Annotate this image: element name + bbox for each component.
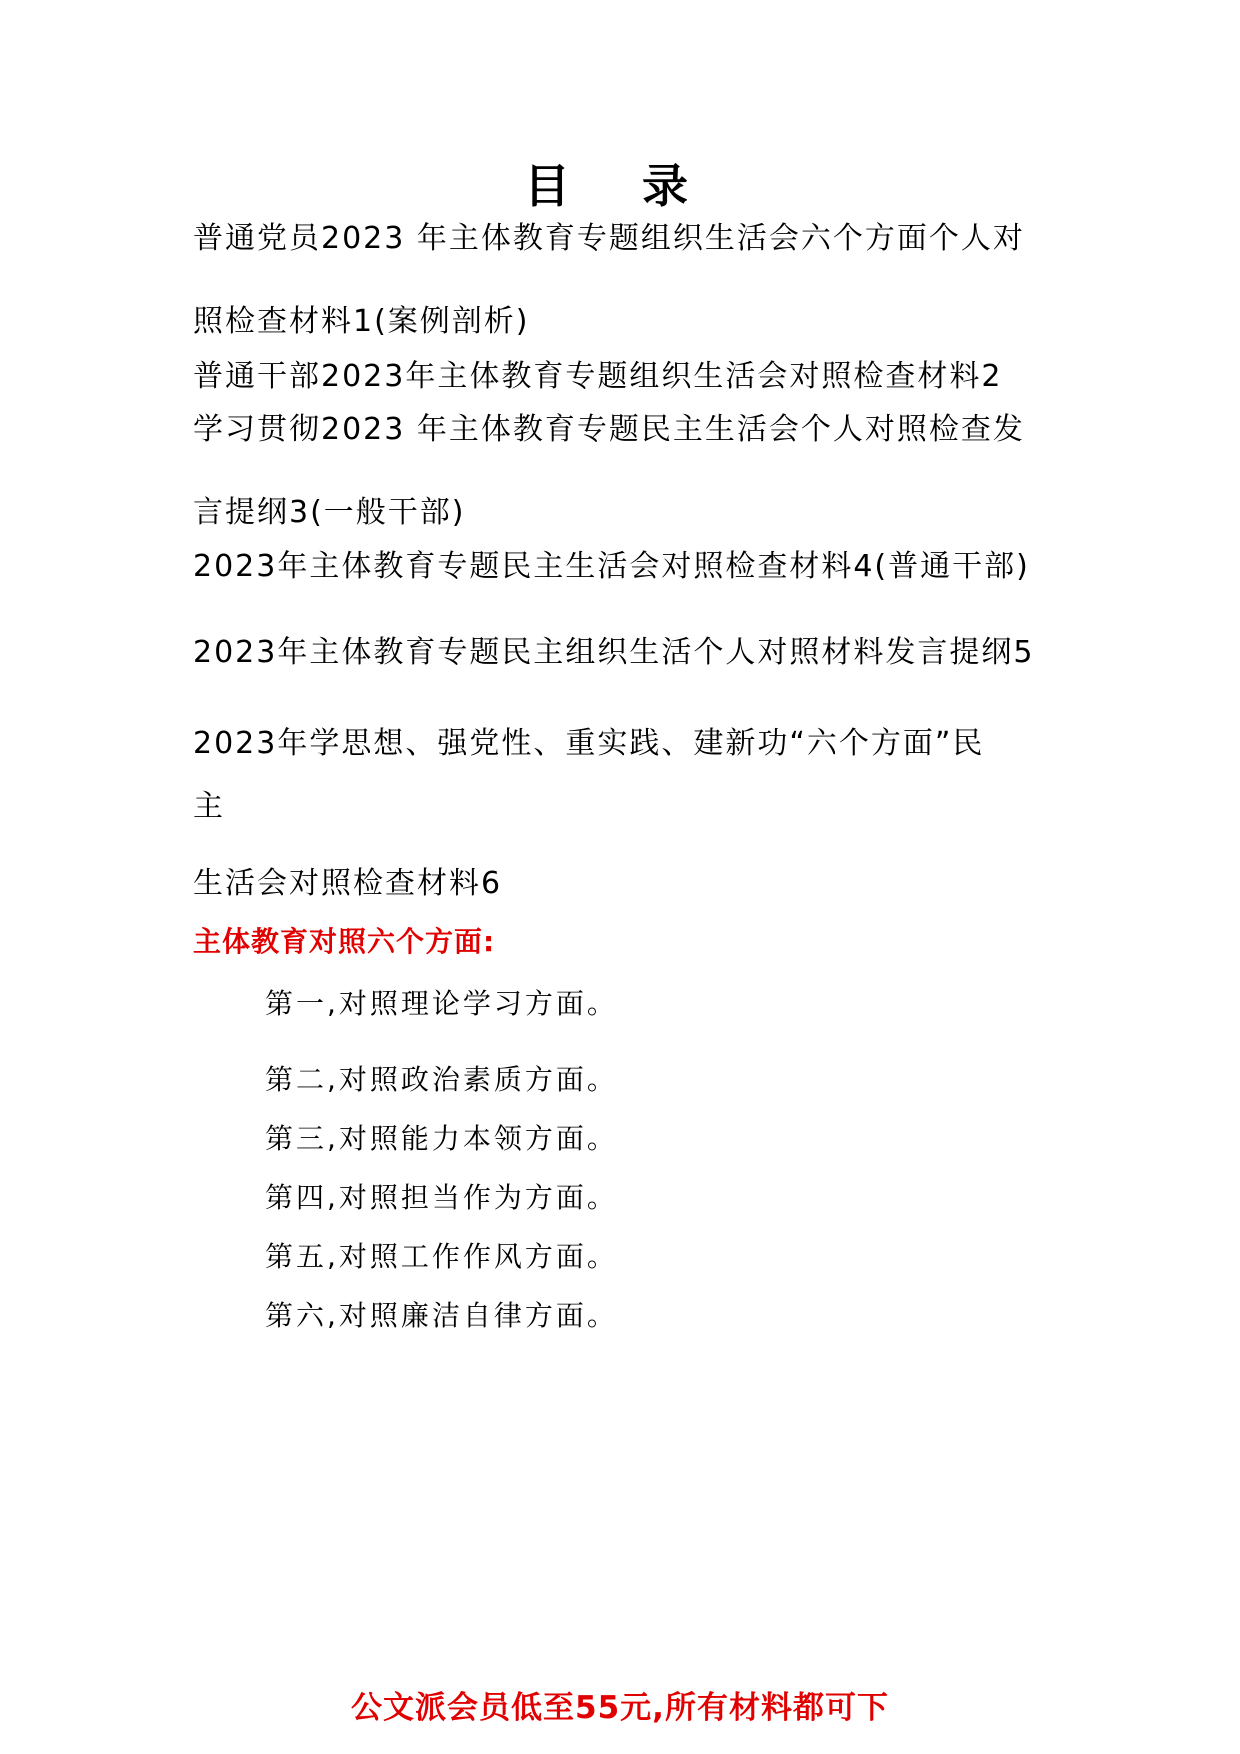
toc-entry-6-line-2[interactable]: 主	[193, 789, 225, 824]
toc-entry-1-line-1[interactable]: 普通党员2023 年主体教育专题组织生活会六个方面个人对	[193, 221, 1025, 256]
toc-entry-3-line-1[interactable]: 学习贯彻2023 年主体教育专题民主生活会个人对照检查发	[193, 412, 1025, 447]
aspect-item-3: 第三,对照能力本领方面。	[265, 1122, 618, 1155]
toc-entry-5[interactable]: 2023年主体教育专题民主组织生活个人对照材料发言提纲5	[193, 635, 1035, 670]
aspect-item-4: 第四,对照担当作为方面。	[265, 1181, 618, 1214]
toc-entry-6-line-3[interactable]: 生活会对照检查材料6	[193, 866, 503, 901]
toc-entry-4[interactable]: 2023年主体教育专题民主生活会对照检查材料4(普通干部)	[193, 549, 1030, 584]
membership-promo-banner[interactable]: 公文派会员低至55元,所有材料都可下	[351, 1690, 889, 1726]
toc-entry-6-line-1[interactable]: 2023年学思想、强党性、重实践、建新功“六个方面”民	[193, 726, 985, 761]
aspect-item-6: 第六,对照廉洁自律方面。	[265, 1299, 618, 1332]
aspect-item-1: 第一,对照理论学习方面。	[265, 987, 618, 1020]
toc-entry-1-line-2[interactable]: 照检查材料1(案例剖析)	[193, 304, 530, 339]
aspect-item-2: 第二,对照政治素质方面。	[265, 1063, 618, 1096]
toc-entry-3-line-2[interactable]: 言提纲3(一般干部)	[193, 495, 466, 530]
section-heading: 主体教育对照六个方面:	[193, 925, 496, 958]
toc-entry-2[interactable]: 普通干部2023年主体教育专题组织生活会对照检查材料2	[193, 359, 1003, 394]
aspect-item-5: 第五,对照工作作风方面。	[265, 1240, 618, 1273]
page-title: 目 录	[523, 159, 716, 213]
